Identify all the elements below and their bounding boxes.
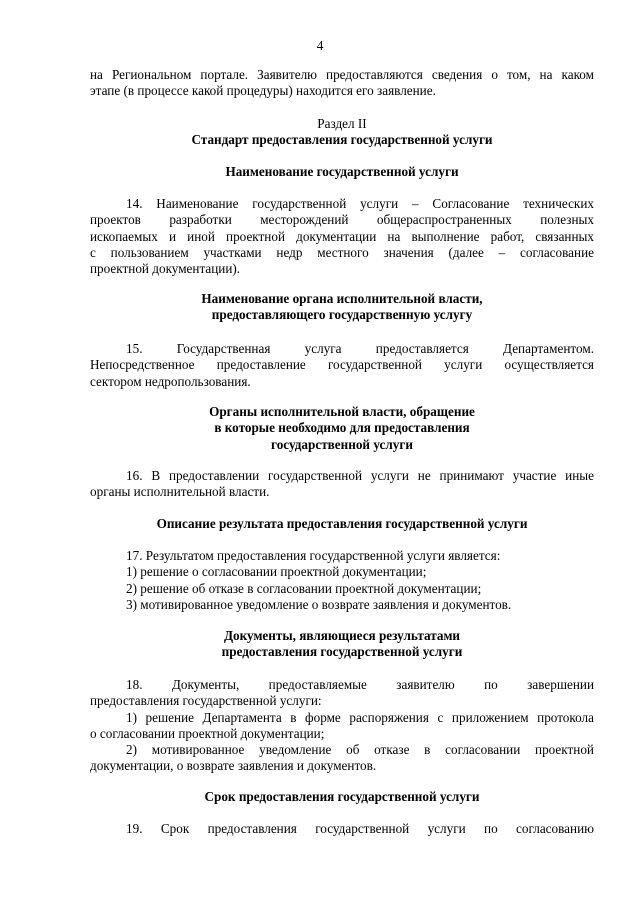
heading-service-name: Наименование государственной услуги — [225, 164, 459, 179]
heading-line: в которые необходимо для предоставления — [214, 420, 470, 436]
text-line: органы исполнительной власти. — [90, 484, 270, 500]
text-line: ископаемых и иной проектной документации на выполнение работ, связанных — [90, 228, 594, 244]
text-line: 1) решение Департамента в форме распоряжения с приложением протокола — [126, 709, 594, 725]
heading-authority — [90, 291, 594, 324]
text-line: этапе (в процессе какой процедуры) находится его заявление. — [90, 83, 436, 99]
text-line: на Региональном портале. Заявителю предоставляются сведения о том, на каком — [90, 67, 594, 82]
heading-line: Документы, являющиеся результатами — [223, 628, 461, 643]
text-line: предоставления государственной услуги: — [90, 693, 322, 709]
text-line: Непосредственное предоставление государственной услуги осуществляется — [90, 357, 594, 373]
text-line: 2) решение об отказе в согласовании проектной документации; — [126, 580, 482, 596]
heading-line: предоставления государственной услуги — [221, 644, 463, 660]
text-line: 17. Результатом предоставления государственной услуги является: — [126, 548, 501, 563]
text-line: 14. Наименование государственной услуги – Согласование технических — [126, 196, 594, 211]
text-line: 19. Срок предоставления государственной услуги по согласованию — [126, 821, 594, 836]
heading-term: Срок предоставления государственной услуги — [204, 789, 480, 804]
text-line: о согласовании проектной документации; — [90, 725, 325, 741]
paragraph-17 — [90, 548, 594, 613]
heading-result-documents — [90, 628, 594, 661]
text-line: проектной документации). — [90, 261, 241, 277]
text-line: с пользованием участками недр местного значения (далее – согласование — [90, 244, 594, 260]
heading-line: государственной услуги — [271, 436, 413, 452]
text-line: проектов разработки месторождений общераспространенных полезных — [90, 212, 594, 228]
heading-result: Описание результата предоставления государственной услуги — [156, 516, 528, 531]
text-line: 18. Документы, предоставляемые заявителю по завершении — [126, 677, 594, 692]
text-line: 15. Государственная услуга предоставляется Департаментом. — [126, 341, 594, 356]
text-line: документации, о возврате заявления и документов. — [90, 758, 377, 774]
text-line: 16. В предоставлении государственной услуги не принимают участие иные — [126, 468, 594, 483]
paragraph-19 — [90, 821, 594, 837]
paragraph-16 — [90, 468, 594, 501]
section-heading — [90, 116, 594, 149]
paragraph-14 — [90, 196, 594, 277]
heading-line: Наименование органа исполнительной власти, — [201, 291, 483, 306]
page-number: 4 — [316, 38, 324, 53]
paragraph-15 — [90, 341, 594, 390]
heading-line: предоставляющего государственную услугу — [211, 307, 473, 323]
section-title: Стандарт предоставления государственной услуги — [191, 132, 493, 148]
heading-other-authorities — [90, 404, 594, 453]
text-line: 3) мотивированное уведомление о возврате заявления и документов. — [126, 596, 512, 612]
section-label: Раздел II — [317, 116, 367, 131]
text-line: сектором недропользования. — [90, 373, 251, 389]
intro-paragraph — [90, 67, 594, 100]
text-line: 1) решение о согласовании проектной документации; — [126, 564, 427, 580]
heading-line: Органы исполнительной власти, обращение — [209, 404, 475, 419]
text-line: 2) мотивированное уведомление об отказе в согласовании проектной — [126, 742, 594, 758]
paragraph-18 — [90, 677, 594, 775]
